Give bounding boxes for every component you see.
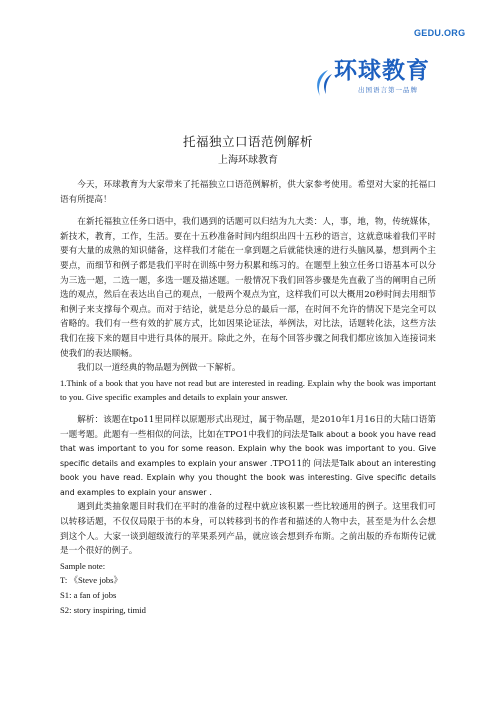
page-title: 托福独立口语范例解析 — [182, 134, 313, 149]
tpo11-question: Talk about an interesting book you have read. Explain why you thought the book was interesting. Give specific details and examples to explain your answer — [60, 458, 436, 497]
article-body — [60, 178, 436, 617]
sample-title-line: T: 《Steve jobs》 — [60, 575, 123, 586]
globe-swoosh-icon — [314, 68, 334, 98]
analysis-text-a: 解析：该题在tpo11里同样以原题形式出现过，属于物品题，是2010年1月16日的大陆口语第一题考题。此题有一些相似的问法，比如在TPO1中我们的问法是 — [60, 414, 436, 440]
intro-paragraph: 今天，环球教育为大家带来了托福独立口语范例解析，供大家参考使用。希望对大家的托福口语有所提高！ — [60, 180, 436, 205]
sample-point-2: S2: story inspiring, timid — [60, 604, 146, 615]
analysis-paragraph — [60, 413, 436, 501]
sample-point-1: S1: a fan of jobs — [60, 590, 117, 601]
gedu-logo — [296, 18, 466, 108]
strategy-paragraph: 遇到此类抽象题目时我们在平时的准备的过程中就应该积累一些比较通用的例子。这里我们可以转移话题，不仅仅局限于书的本身，可以转移到书的作者和描述的人物中去，甚至是为什么会想到这个人。大家一谈到超级流行的苹果系列产品，就应该会想到乔布斯。之前出版的乔布斯传记就是一个很好的例子。 — [60, 502, 436, 557]
tpo1-question: Talk about a book you have read that was important to you for some reason. Explain why the book was important to you. Give specific details and examples to explain your answer — [60, 429, 436, 468]
sample-note-label: Sample note: — [60, 560, 106, 571]
example-intro: 我们以一道经典的物品题为例做一下解析。 — [77, 363, 241, 374]
analysis-text-e: . — [206, 487, 212, 498]
question-text: 1.Think of a book that you have not read but are interested in reading. Explain why the book was important to you. Give specific examples and details to explain your answer. — [60, 377, 436, 403]
analysis-text-c: .TPO11的 问法是 — [267, 458, 340, 469]
logo-brand-text: 环球教育 — [334, 58, 430, 84]
page-subtitle: 上海环球教育 — [218, 155, 278, 166]
overview-paragraph: 在新托福独立任务口语中，我们遇到的话题可以归结为九大类：人，事，地，物，传统媒体，新技术，教育，工作，生活。要在十五秒准备时间内组织出四十五秒的语言，这就意味着我们平时要有大量的成熟的知识储备，这样我们才能在一拿到题之后就能快速的进行头脑风暴，想到两个主要点，而细节和例子都是我们平时在训练中努力积累和练习的。在题型上独立任务口语基本可以分为三选一题，二选一题，多选一题及描述题。一般情况下我们回答步骤是先直截了当的阐明自己所选的观点，然后在表达出自己的观点，一般两个观点为宜，这样我们可以大概用20秒时间去用细节和例子来支撑每个观点。而对于结论，就是总分总的最后一部，在时间不允许的情况下是完全可以省略的。我们有一些有效的扩展方式，比如因果论证法，举例法，对比法，话题转化法，这些方法我们在接下来的题目中进行具体的展开。除此之外，在每个回答步骤之间我们都应该加入连接词来使我们的表达顺畅。 — [60, 217, 436, 359]
logo-site-text: GEDU.ORG — [414, 28, 466, 38]
logo-slogan: 出国语言第一品牌 — [358, 86, 418, 94]
